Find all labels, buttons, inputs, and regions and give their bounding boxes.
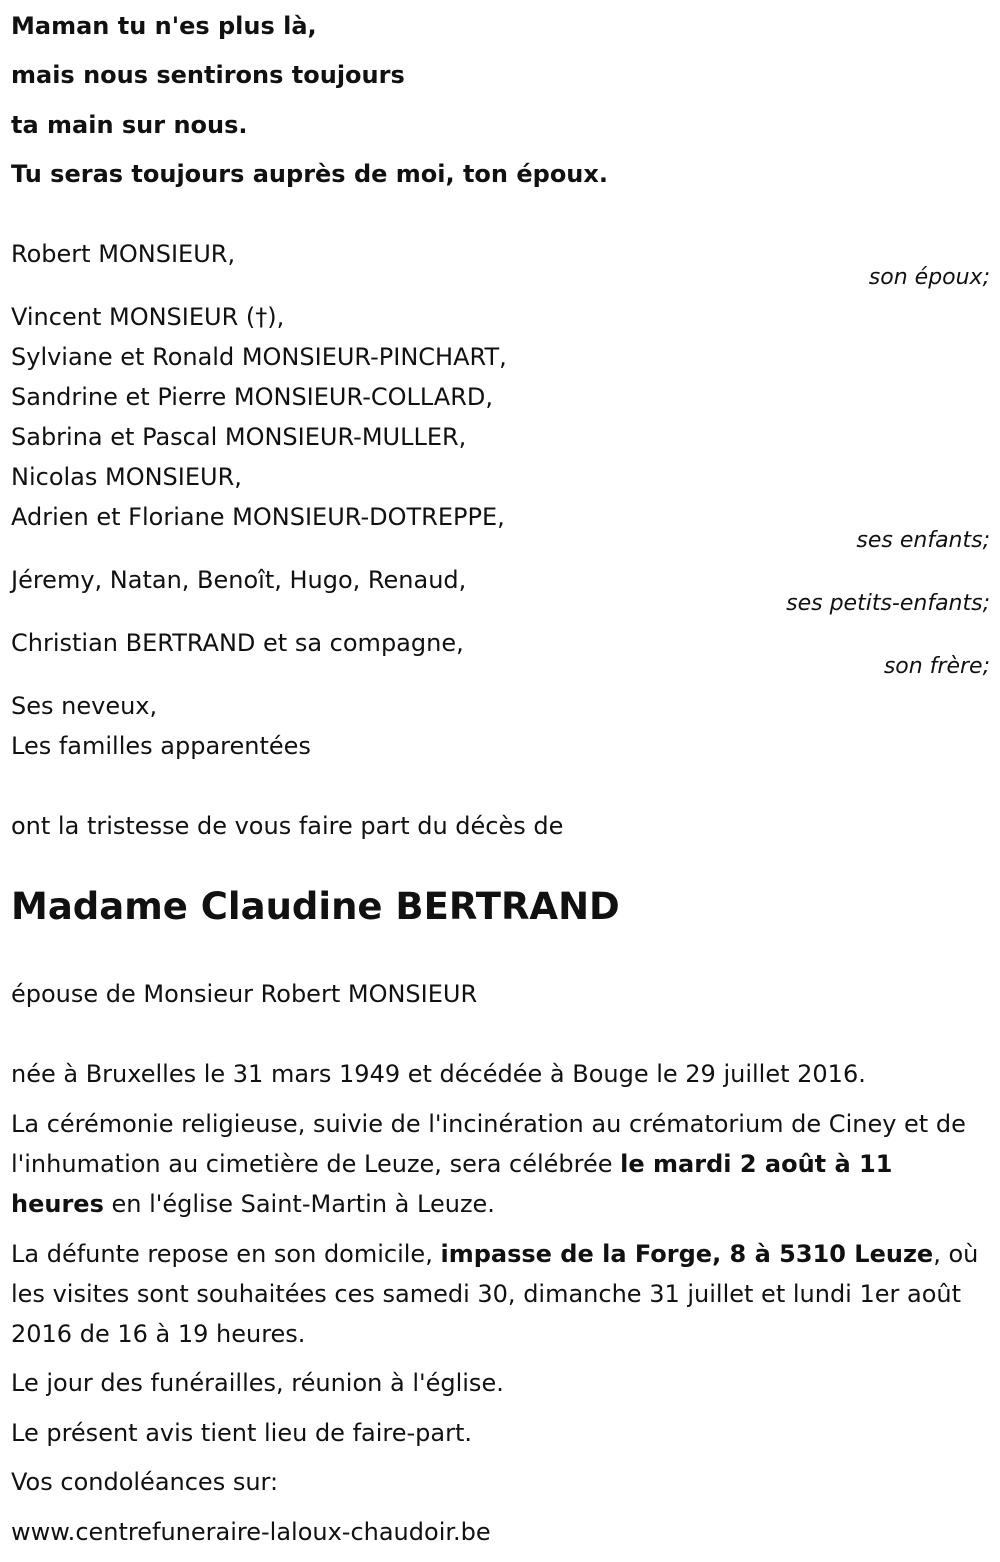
poem-line-1: Maman tu n'es plus là, (11, 12, 317, 40)
deceased-spouse-line: épouse de Monsieur Robert MONSIEUR (11, 980, 478, 1008)
ceremony-text-before: La cérémonie religieuse, suivie de l'incinération au crématorium de Ciney et de l'inhumation au cimetière de Leuze, sera célébrée (11, 1110, 966, 1178)
condolences-label: Vos condoléances sur: (11, 1468, 279, 1496)
spouse-name: Robert MONSIEUR, (11, 240, 236, 268)
visitation-text-before: La défunte repose en son domicile, (11, 1240, 441, 1268)
poem-line-2: mais nous sentirons toujours (11, 61, 405, 89)
others-line-1: Ses neveux, (11, 692, 158, 720)
children-role: ses enfants; (856, 528, 990, 553)
notice-line: Le présent avis tient lieu de faire-part. (11, 1419, 473, 1447)
brother-name: Christian BERTRAND et sa compagne, (11, 629, 464, 657)
child-3: Sandrine et Pierre MONSIEUR-COLLARD, (11, 383, 493, 411)
ceremony-date-time: le mardi 2 août à 11 heures (11, 1150, 893, 1218)
announcement: ont la tristesse de vous faire part du décès de (11, 812, 564, 840)
brother-role: son frère; (883, 654, 990, 679)
visitation-paragraph (11, 1234, 991, 1354)
condolences-url[interactable]: www.centrefuneraire-laloux-chaudoir.be (11, 1518, 491, 1546)
child-4: Sabrina et Pascal MONSIEUR-MULLER, (11, 423, 467, 451)
others-line-2: Les familles apparentées (11, 732, 311, 760)
visitation-address: impasse de la Forge, 8 à 5310 Leuze (440, 1240, 934, 1268)
spouse-role: son époux; (868, 265, 990, 290)
grandchildren-names: Jéremy, Natan, Benoît, Hugo, Renaud, (11, 566, 467, 594)
ceremony-paragraph (11, 1104, 991, 1224)
grandchildren-role: ses petits-enfants; (786, 591, 990, 616)
child-2: Sylviane et Ronald MONSIEUR-PINCHART, (11, 343, 507, 371)
poem-line-4: Tu seras toujours auprès de moi, ton époux. (11, 160, 608, 188)
birth-death-line: née à Bruxelles le 31 mars 1949 et décédée à Bouge le 29 juillet 2016. (11, 1060, 866, 1088)
child-6: Adrien et Floriane MONSIEUR-DOTREPPE, (11, 503, 505, 531)
child-1: Vincent MONSIEUR (†), (11, 303, 285, 331)
deceased-name: Madame Claudine BERTRAND (11, 885, 620, 928)
poem-line-3: ta main sur nous. (11, 111, 248, 139)
funeral-day-note: Le jour des funérailles, réunion à l'église. (11, 1369, 504, 1397)
ceremony-text-after: en l'église Saint-Martin à Leuze. (103, 1190, 495, 1218)
child-5: Nicolas MONSIEUR, (11, 463, 242, 491)
visitation-text-after: , où les visites sont souhaitées ces samedi 30, dimanche 31 juillet et lundi 1er août 2016 de 16 à 19 heures. (11, 1240, 979, 1348)
